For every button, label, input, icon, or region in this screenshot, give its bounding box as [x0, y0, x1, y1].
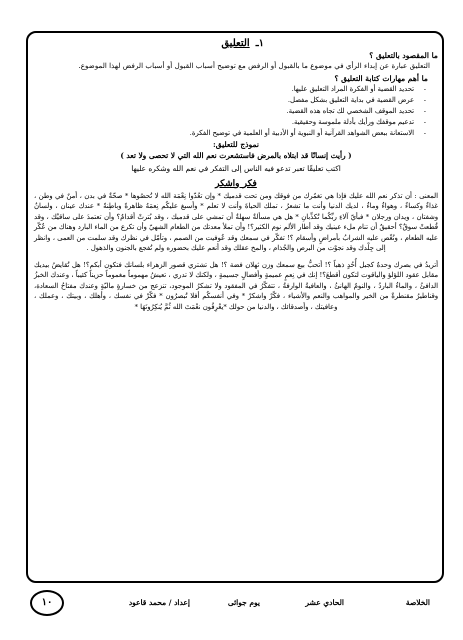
footer-author: إعداد / محمد قاعود [128, 598, 190, 607]
skill-item: - تدعيم موقفك ورأيك بأدلة ملموسة وحقيقية. [34, 117, 414, 128]
main-content [34, 38, 438, 312]
definition-heading: ما المقصود بالتعليق ؟ [369, 51, 438, 60]
skill-item: - عرض القضية في بداية التعليق بشكل مفصل. [34, 95, 414, 106]
section-title [34, 38, 438, 49]
essay-paragraph-2: أتريدُ في بصرك وحدهُ كجبل أُحُدٍ ذهباً ؟! أتحبُّ بيع سمعك وزن ثهلان فضة ؟! هل تشتري قصور الزهراء بلسانك فتكون أبكم؟! هل تُقايضُ بيديك مقابل عقود اللؤلؤ والياقوت لتكون أقطعَ؟! إنك في نِعمٍ عميمةٍ وأفضالٍ جسيمةٍ ، ولكنك لا تدري ، تعيشُ مهموماً مغموماً حزيناً كئيباً ، وعندك الخبزُ الدافئُ ، والماءُ الباردُ ، والنومُ الهانئُ ، والعافيةُ الوارفةُ ، تتفكّرُ في المفقود ولا تشكرُ الموجود، تنزعج من خسارةٍ ماليّةٍ وعندك مفتاحُ السعادة، وقناطيرُ مقنطرةٌ من الخير والمواهب والنعم والأشياء ، فكّرْ واشكرْ * وفي أنفسكُم أفلا تُبصرُون * فكّرْ في نفسك ، وأهلك ، وبيتك ، وعملك ، وعافيتك ، وأصدقائك ، والدنيا من حولك *يعْرِفُون نعْمَتَ الله ثُمَّ يُنكِرُونَهَا * [34, 260, 438, 311]
essay-title: فكر واشكر [215, 178, 257, 189]
skill-item: - الاستعانة ببعض الشواهد القرآنية أو النبوية أو الأدبية أو العلمية في توضيح الفكرة. [34, 128, 414, 139]
definition-text: التعليق عبارة عن إبداء الرأي في موضوع ما بالقبول أو الرفض مع توضيح أسباب القبول أو أسباب الرفض لهذا الموضوع. [78, 61, 430, 70]
page-number: ١٠ [30, 590, 64, 616]
model-quote: ( رأيت إنسانًا قد ابتلاه بالمرض فاستشعرت نعم الله التي لا تحصى ولا تعد ) [120, 150, 352, 160]
model-task: اكتب تعليقًا تعبر تدعو فيه الناس إلى التفكر في نعم الله وشكره عليها [131, 163, 341, 173]
footer-date: يوم جوائى [227, 598, 260, 607]
skills-heading: ما أهم مهارات كتابة التعليق ؟ [334, 73, 428, 83]
skills-list [34, 84, 438, 139]
page-footer [26, 590, 444, 620]
footer-subject: الخلاصة [405, 598, 430, 607]
section-title-text: التعليق [221, 38, 250, 49]
section-number: ١ـ [255, 38, 264, 49]
skill-item: - تحديد الموقف الشخصي لك تجاه هذه القضية. [34, 106, 414, 117]
footer-grade: الحادي عشر [305, 598, 344, 607]
model-heading: نموذج للتعليق: [212, 139, 260, 149]
skill-item: - تحديد القضية أو الفكرة المراد التعليق عليها. [34, 84, 414, 95]
essay-paragraph-1: المعنى : أن تذكر نعم الله عليك فإذا هي تغمُرك من فوقك ومن تحت قدميك * وإن تعُدّوا نِعْمَة الله لا تُحصُوها * صحّةٌ في بدن ، أمنٌ في وطن ، غذاءٌ وكساءٌ ، وهواءٌ وماءٌ ، لديك الدنيا وأنت ما تشعرُ ، تملك الحياةَ وأنت لا تعلم * وأسبغ عليكُم نِعمَهُ ظاهرةً وباطِنةً * عندك عينان ، ولسانٌ وشفتان ، ويدان ورجلان * فبأيّ آلاءِ ربِّكُما تُكذِّبانِ * هل هي مسألةٌ سهلةٌ أن تمشي على قدميك ، وقد بُترتْ أقدامٌ؟ وأن تعتمدَ على ساقيْك ، وقد قُطعتْ سوقٌ؟ أحقيقٌ أن تنام ملء عينيك وقد أطار الألم نوم الكثير؟! وأن تملأ معدتك من الطعام الشهيّ وأن تكرع من الماء البارد وهناك من عُكّر عليه الطعام ، ونُغّص عليه الشرابُ بأمراضٍ وأسقام ؟! تفكّر في سمعك وقد عُوفيت من الصمم ، وتأمّل في نظرك وقد سلمت من العمى ، وانظر إلى جِلْدك وقد نجوْت من البرص والجُذام ، والمخ عقلك وقد أنعم عليك بحضوره ولم تُفجع بالجنون والذهول . [34, 191, 438, 252]
